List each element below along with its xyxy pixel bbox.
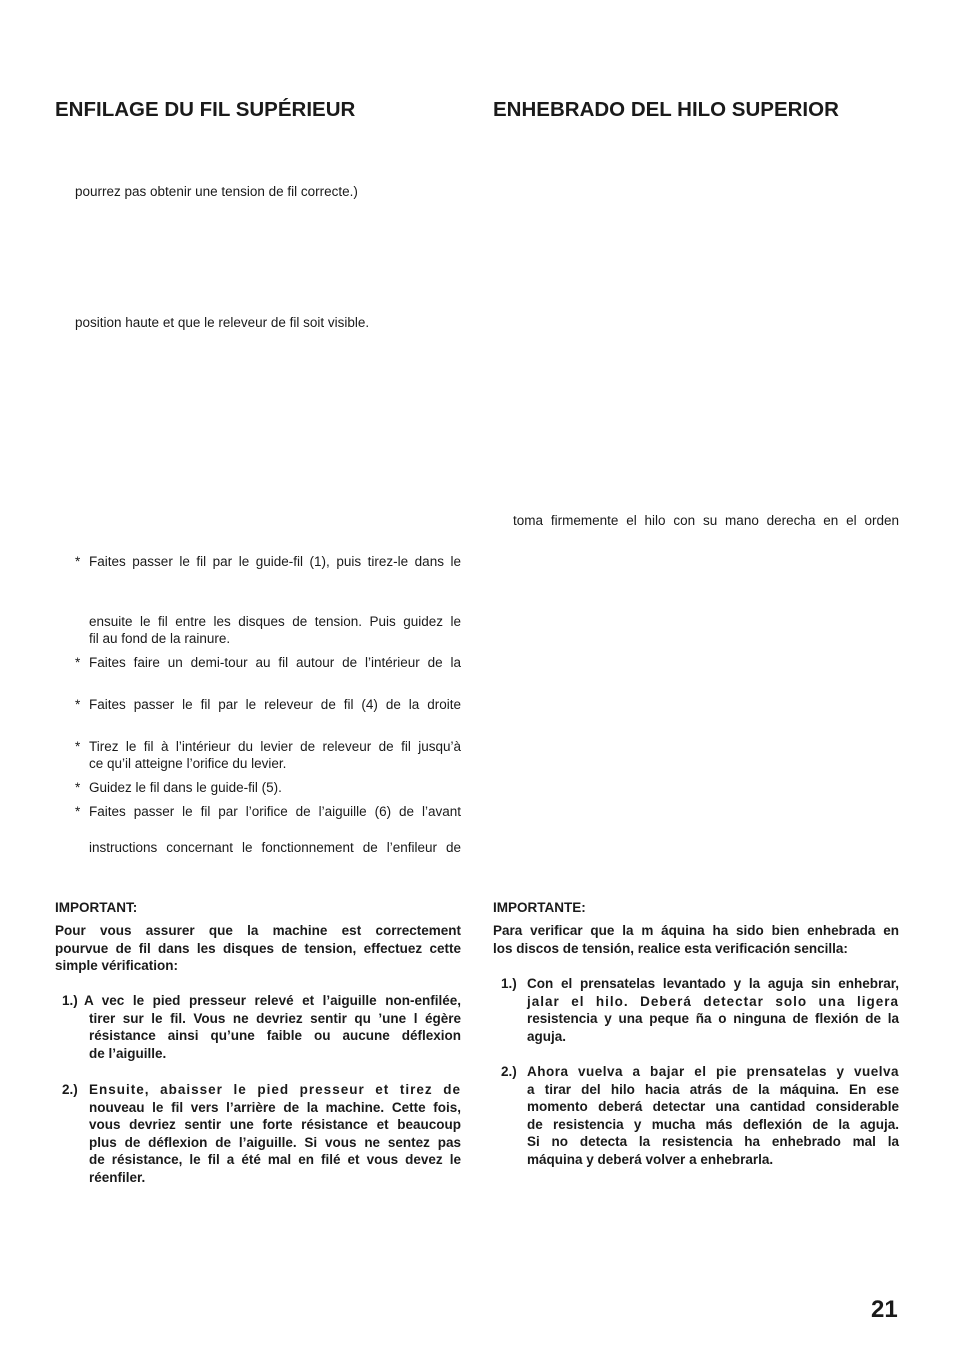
step-line: plus de déflexion de l’aiguille. Si vous ne sentez pas [89, 1134, 461, 1150]
fr-continuation-threader [0, 839, 470, 856]
es-step-2-text [527, 1063, 899, 1168]
step-line: a tirar del hilo hacia atrás de la máquina. En ese [527, 1081, 899, 1097]
es-text-fragment-toma: toma firmemente el hilo con su mano derecha en el orden [513, 513, 899, 528]
es-important-label: IMPORTANTE: [493, 900, 586, 915]
bullet-text-line: ensuite le fil entre les disques de tension. Puis guidez le [89, 614, 461, 629]
fr-text-fragment-position: position haute et que le releveur de fil soit visible. [75, 315, 370, 330]
fr-text-fragment-tension: pourrez pas obtenir une tension de fil correcte.) [75, 184, 358, 199]
fr-important-intro [55, 922, 461, 975]
fr-step-1-text [89, 1010, 461, 1063]
bullet-text-line: Tirez le fil à l’intérieur du levier de releveur de fil jusqu’à [89, 739, 461, 754]
fr-important-label: IMPORTANT: [55, 900, 138, 915]
step-line: momento deberá detectar una cantidad considerable [527, 1099, 899, 1114]
spanish-section-title: ENHEBRADO DEL HILO SUPERIOR [493, 98, 839, 121]
step-line: tirer sur le fil. Vous ne devriez sentir qu ’une l égère [89, 1010, 461, 1026]
page-number: 21 [871, 1296, 898, 1323]
step-line: jalar el hilo. Deberá detectar solo una ligera [527, 993, 899, 1009]
bullet-marker: * [75, 780, 81, 795]
bullet-text-line: fil au fond de la rainure. [89, 631, 231, 646]
step-line: de resistencia y mucha más deflexión de la aguja. [527, 1116, 899, 1132]
step-line: de résistance, le fil a été mal en filé et vous devez le [89, 1152, 461, 1167]
fr-bullet-2 [0, 654, 470, 671]
intro-line: pourvue de fil dans les disques de tension, effectuez cette [55, 940, 461, 956]
step-line: resistencia y una peque ña o ninguna de flexión de la [527, 1011, 899, 1026]
bullet-text: Faites passer le fil par le releveur de fil (4) de la droite [89, 697, 461, 712]
fr-bullet-6 [0, 803, 470, 820]
bullet-text-line: ce qu’il atteigne l’orifice du levier. [89, 756, 287, 771]
step-line: Con el prensatelas levantado y la aguja sin enhebrar, [527, 976, 899, 991]
fr-bullet-5 [0, 779, 470, 796]
french-section-title: ENFILAGE DU FIL SUPÉRIEUR [55, 98, 356, 121]
intro-line: los discos de tensión, realice esta verificación sencilla: [493, 940, 848, 956]
step-line: nouveau le fil vers l’arrière de la machine. Cette fois, [89, 1099, 461, 1115]
es-step-2-number: 2.) [501, 1064, 517, 1079]
es-important-intro [493, 922, 899, 957]
bullet-marker: * [75, 804, 81, 819]
bullet-marker: * [75, 554, 81, 569]
fr-step-1-first-line [84, 992, 461, 1010]
es-step-1-number: 1.) [501, 976, 517, 991]
step-line: de l’aiguille. [89, 1045, 167, 1061]
fr-bullet-4 [0, 738, 470, 772]
step-line: A vec le pied presseur relevé et l’aiguille non-enfilée, [84, 993, 461, 1008]
step-line: Ensuite, abaisser le pied presseur et tirez de [89, 1082, 461, 1097]
step-line: máquina y deberá volver a enhebrarla. [527, 1151, 774, 1167]
bullet-marker: * [75, 739, 81, 754]
step-line: Ahora vuelva a bajar el pie prensatelas y vuelva [527, 1064, 899, 1079]
fr-continuation-tension-disks [0, 613, 470, 647]
intro-line: simple vérification: [55, 958, 179, 973]
bullet-text: Faites faire un demi-tour au fil autour de l’intérieur de la [89, 655, 461, 670]
bullet-text: Guidez le fil dans le guide-fil (5). [89, 780, 282, 795]
step-line: aguja. [527, 1028, 567, 1044]
fr-bullet-3 [0, 696, 470, 713]
step-line: réenfiler. [89, 1169, 146, 1185]
bullet-marker: * [75, 697, 81, 712]
intro-line: Pour vous assurer que la machine est correctement [55, 923, 461, 938]
bullet-text: instructions concernant le fonctionnement de l’enfileur de [89, 840, 461, 855]
es-step-1-text [527, 975, 899, 1045]
step-line: vous devriez sentir une forte résistance et beaucoup [89, 1117, 461, 1132]
fr-step-1-number: 1.) [62, 993, 78, 1008]
step-line: résistance ainsi qu’une faible ou aucune déflexion [89, 1028, 461, 1043]
fr-step-2-text [89, 1081, 461, 1186]
intro-line: Para verificar que la m áquina ha sido bien enhebrada en [493, 923, 899, 938]
bullet-text: Faites passer le fil par l’orifice de l’aiguille (6) de l’avant [89, 804, 461, 819]
bullet-marker: * [75, 655, 81, 670]
step-line: Si no detecta la resistencia ha enhebrado mal la [527, 1134, 899, 1149]
fr-bullet-1 [0, 553, 470, 570]
fr-step-2-number: 2.) [62, 1082, 78, 1097]
bullet-text: Faites passer le fil par le guide-fil (1), puis tirez-le dans le [89, 554, 461, 569]
